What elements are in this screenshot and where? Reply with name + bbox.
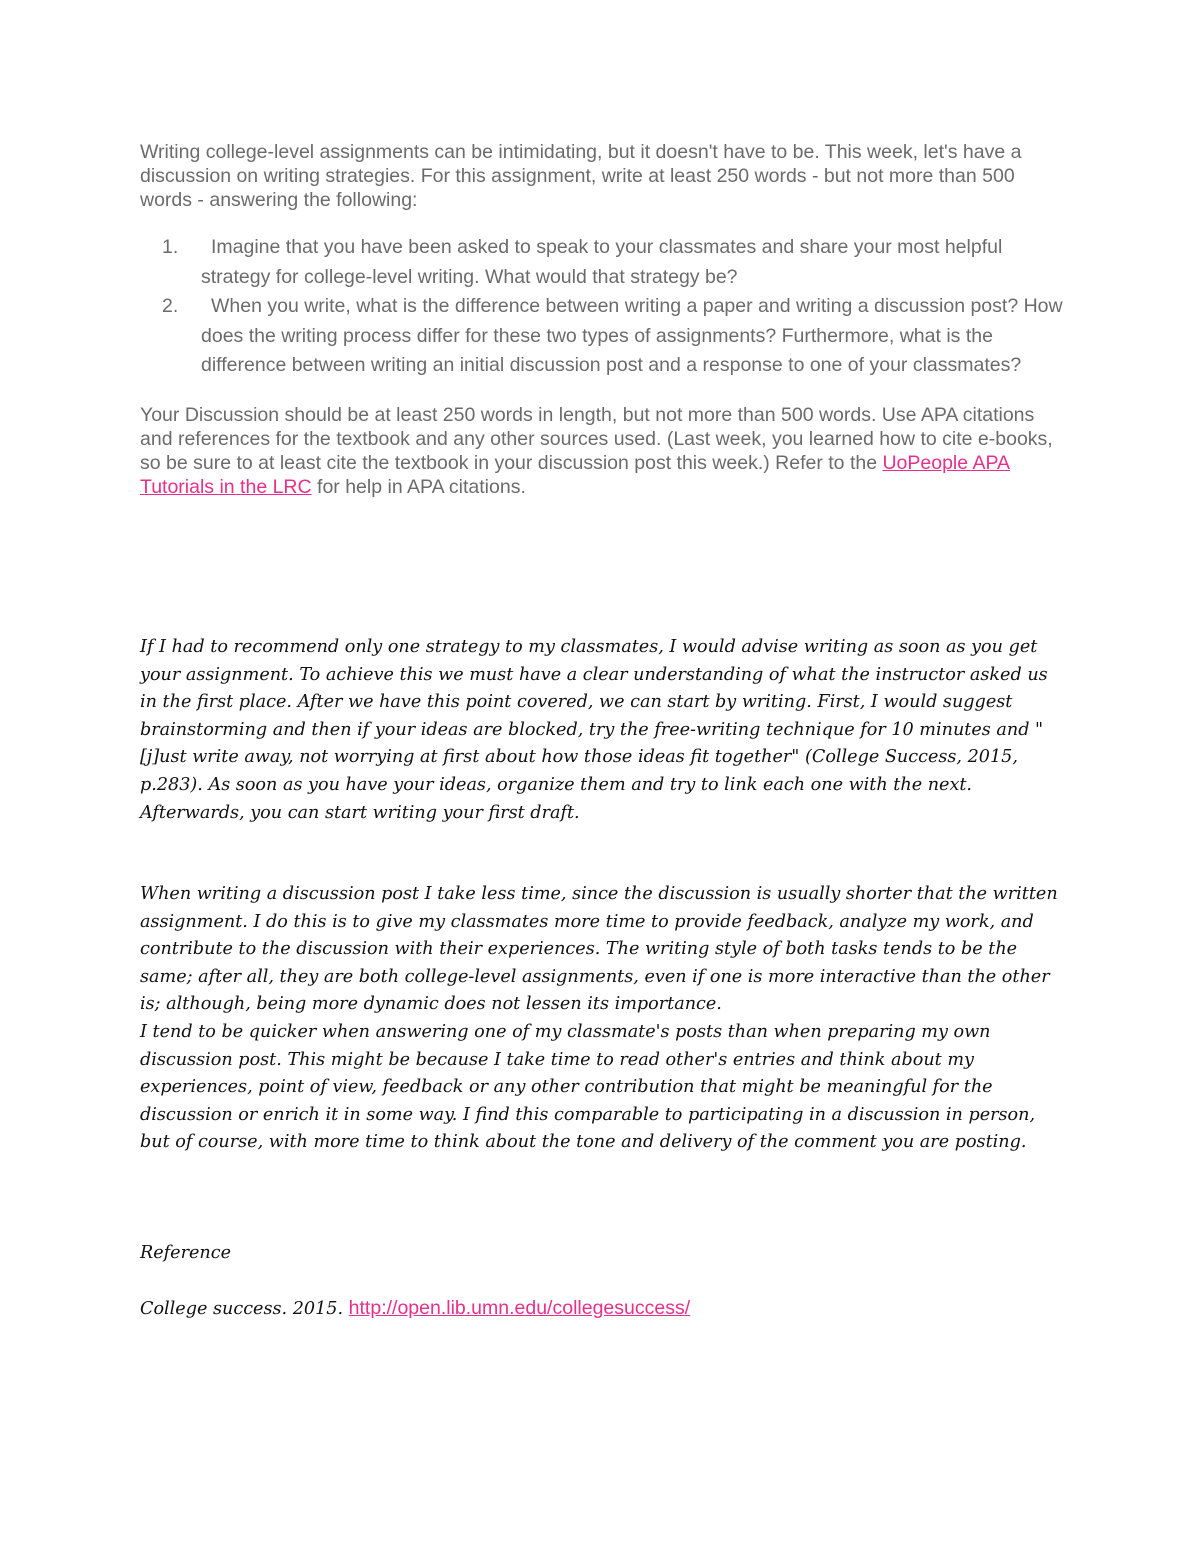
answer-paragraph-2: When writing a discussion post I take less time, since the discussion is usually shorter that the written assignment. I do this is to give my classmates more time to provide feedback, analyze my work, and contribute to the discussion with their experiences. The writing style of both tasks tends to be the same; after all, they are both college-level assignments, even if one is more interactive than the other is; although, being more dynamic does not lessen its importance.	[140, 884, 1058, 1015]
reference-citation-line	[140, 1295, 1065, 1324]
question-text: When you write, what is the difference between writing a paper and writing a discussion post? How does the writing process differ for these two types of assignments? Furthermore, what is the difference between writing an initial discussion post and a response to one of your classmates?	[201, 295, 1063, 376]
answer-paragraph-3: I tend to be quicker when answering one of my classmate's posts than when preparing my own discussion post. This might be because I take time to read other's entries and think about my experiences, point of view, feedback or any other contribution that might be meaningful for the discussion or enrich it in some way. I find this comparable to participating in a discussion in person, but of course, with more time to think about the tone and delivery of the comment you are posting.	[140, 1021, 1036, 1153]
question-number: 2.	[162, 295, 179, 317]
requirements-text-end: for help in APA citations.	[311, 475, 526, 498]
question-list	[140, 233, 1065, 381]
prompt-intro: Writing college-level assignments can be intimidating, but it doesn't have to be. This week, let's have a discussion on writing strategies. For this assignment, write at least 250 words - but not more than 500 words - answering the following:	[140, 141, 1022, 211]
question-number: 1.	[162, 236, 179, 258]
question-text: Imagine that you have been asked to speak to your classmates and share your most helpful strategy for college-level writing. What would that strategy be?	[201, 236, 1003, 288]
answer-paragraph-1: If I had to recommend only one strategy to my classmates, I would advise writing as soon as you get your assignment. To achieve this we must have a clear understanding of what the instructor asked us in the first place. After we have this point covered, we can start by writing. First, I would suggest brainstorming and then if your ideas are blocked, try the free-writing technique for 10 minutes and "[j]ust write away, not worrying at first about how those ideas fit together" (College Success, 2015, p.283). As soon as you have your ideas, organize them and try to link each one with the next. Afterwards, you can start writing your first draft.	[140, 637, 1048, 823]
question-item	[140, 233, 1065, 292]
reference-entry	[140, 1295, 1065, 1324]
answer-section-1	[140, 634, 1065, 827]
reference-heading	[140, 1240, 1065, 1268]
reference-citation: College success. 2015.	[140, 1299, 349, 1319]
reference-url-link[interactable]: http://open.lib.umn.edu/collegesuccess/	[348, 1297, 691, 1319]
requirements-text: Your Discussion should be at least 250 words in length, but not more than 500 words. Use APA citations and references for the textbook and any other sources used. (Last week, you learned how to cite e-books, so be sure to at least cite the textbook in your discussion post this week.) Refer to the	[140, 403, 1053, 474]
reference-heading-text: Reference	[140, 1243, 232, 1263]
prompt-requirements	[140, 403, 1065, 499]
assignment-prompt	[140, 140, 1065, 499]
apa-tutorials-link[interactable]: UoPeople APA Tutorials in the LRC	[140, 451, 1011, 498]
question-item	[140, 292, 1065, 381]
answer-section-2	[140, 881, 1065, 1157]
